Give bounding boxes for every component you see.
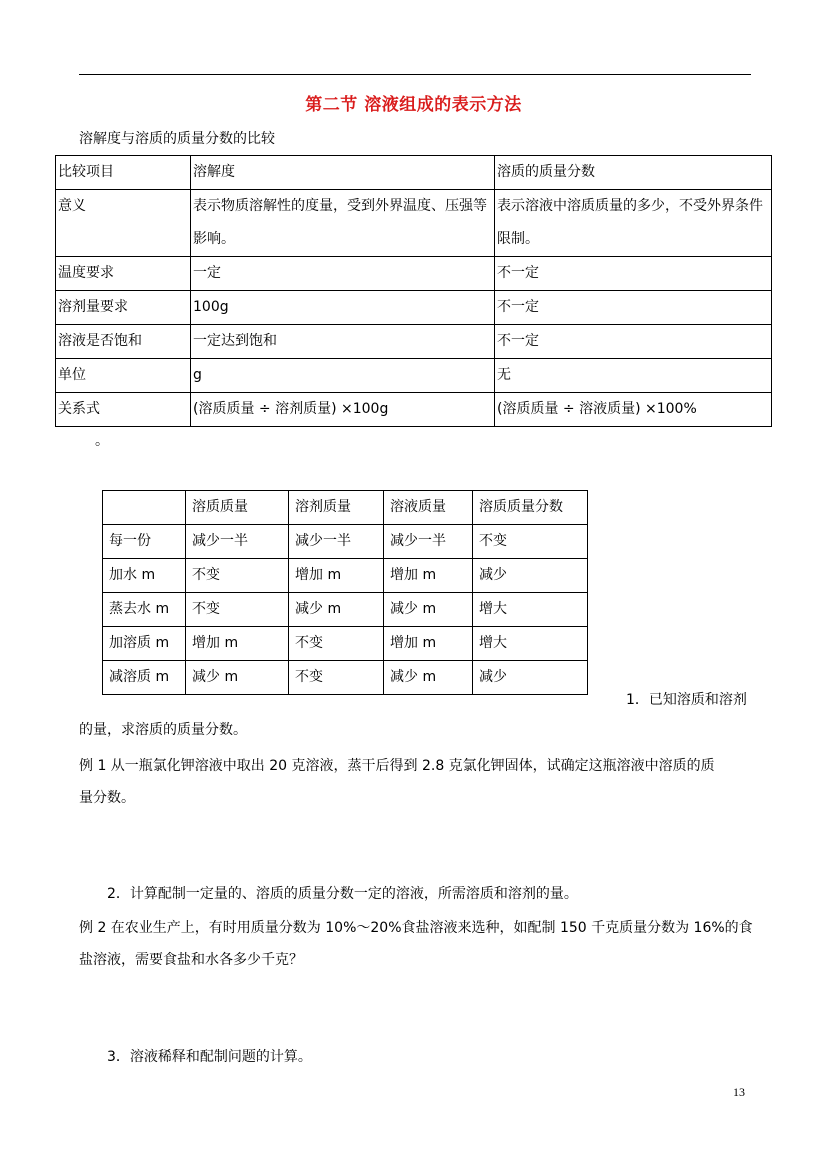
table-cell: 溶解度: [191, 156, 495, 190]
table-cell: g: [191, 359, 495, 393]
table-cell: 减少 m: [384, 593, 473, 627]
table-cell: 增加 m: [384, 627, 473, 661]
table-cell: 减少 m: [186, 661, 289, 695]
table-row: [56, 359, 772, 393]
table-cell: 溶液是否饱和: [56, 325, 191, 359]
table-cell: 减溶质 m: [103, 661, 186, 695]
table-cell: 减少: [473, 559, 588, 593]
example-1-line-1: 例 1 从一瓶氯化钾溶液中取出 20 克溶液，蒸干后得到 2.8 克氯化钾固体，试确定这瓶溶液中溶质的质: [79, 758, 715, 774]
table-cell: 增加 m: [289, 559, 384, 593]
comparison-subtitle: 溶解度与溶质的质量分数的比较: [79, 131, 275, 147]
table-cell: 100g: [191, 291, 495, 325]
table-cell: 增大: [473, 627, 588, 661]
table-cell: 意义: [56, 190, 191, 257]
table-cell: 关系式: [56, 393, 191, 427]
table-row: [56, 325, 772, 359]
table-cell: 溶剂量要求: [56, 291, 191, 325]
cell-line: 表示溶液中溶质质量的多少，不受外界条件: [497, 198, 763, 214]
example-2-line-1: 例 2 在农业生产上，有时用质量分数为 10%～20%食盐溶液来选种，如配制 150 千克质量分数为 16%的食: [79, 920, 753, 936]
table-cell: 一定达到饱和: [191, 325, 495, 359]
table-cell: 增加 m: [384, 559, 473, 593]
table-row: [56, 393, 772, 427]
cell-line: 限制。: [497, 231, 539, 247]
table-cell: 加水 m: [103, 559, 186, 593]
table-cell: 不变: [186, 559, 289, 593]
table-row: [103, 559, 588, 593]
dilution-table: [102, 490, 588, 695]
table-cell: 单位: [56, 359, 191, 393]
table-row: [56, 156, 772, 190]
table-cell: (溶质质量 ÷ 溶剂质量) ×100g: [191, 393, 495, 427]
table-cell: 温度要求: [56, 257, 191, 291]
table-cell: 增加 m: [186, 627, 289, 661]
table-row: [56, 257, 772, 291]
table-cell: 溶质质量: [186, 491, 289, 525]
table-cell: [103, 491, 186, 525]
table-cell: 蒸去水 m: [103, 593, 186, 627]
header-rule: [79, 74, 751, 75]
stray-period: 。: [95, 433, 109, 449]
table-cell: 减少一半: [289, 525, 384, 559]
table-cell: [495, 190, 772, 257]
table-cell: 溶质的质量分数: [495, 156, 772, 190]
table-cell: 减少: [473, 661, 588, 695]
paragraph-1-start: 1．已知溶质和溶剂: [626, 692, 747, 708]
table-cell: 不一定: [495, 325, 772, 359]
table-cell: 比较项目: [56, 156, 191, 190]
paragraph-1-end: 的量，求溶质的质量分数。: [79, 722, 247, 738]
table-cell: 不变: [186, 593, 289, 627]
table-cell: 增大: [473, 593, 588, 627]
table-cell: 溶质质量分数: [473, 491, 588, 525]
table-cell: 不变: [473, 525, 588, 559]
table-row: [56, 190, 772, 257]
table-row: [103, 491, 588, 525]
comparison-table: [55, 155, 772, 427]
table-cell: 不一定: [495, 291, 772, 325]
table-row: [56, 291, 772, 325]
table-cell: 加溶质 m: [103, 627, 186, 661]
table-row: [103, 627, 588, 661]
cell-line: 影响。: [193, 231, 235, 247]
example-1-line-2: 量分数。: [79, 790, 135, 806]
table-cell: 每一份: [103, 525, 186, 559]
table-cell: 减少 m: [384, 661, 473, 695]
table-cell: 减少 m: [289, 593, 384, 627]
table-cell: 减少一半: [186, 525, 289, 559]
table-cell: 无: [495, 359, 772, 393]
table-cell: 溶液质量: [384, 491, 473, 525]
example-2-line-2: 盐溶液，需要食盐和水各多少千克？: [79, 952, 303, 968]
paragraph-3: 3．溶液稀释和配制问题的计算。: [107, 1049, 312, 1065]
table-row: [103, 525, 588, 559]
table-cell: (溶质质量 ÷ 溶液质量) ×100%: [495, 393, 772, 427]
page-number: 13: [733, 1085, 745, 1099]
table-cell: 不变: [289, 627, 384, 661]
table-cell: 不一定: [495, 257, 772, 291]
table-cell: 减少一半: [384, 525, 473, 559]
table-row: [103, 661, 588, 695]
paragraph-2: 2．计算配制一定量的、溶质的质量分数一定的溶液，所需溶质和溶剂的量。: [107, 886, 578, 902]
table-cell: 一定: [191, 257, 495, 291]
table-cell: 不变: [289, 661, 384, 695]
table-cell: 溶剂质量: [289, 491, 384, 525]
table-cell: [191, 190, 495, 257]
cell-line: 表示物质溶解性的度量，受到外界温度、压强等: [193, 198, 487, 214]
table-row: [103, 593, 588, 627]
section-title: 第二节 溶液组成的表示方法: [305, 95, 522, 115]
